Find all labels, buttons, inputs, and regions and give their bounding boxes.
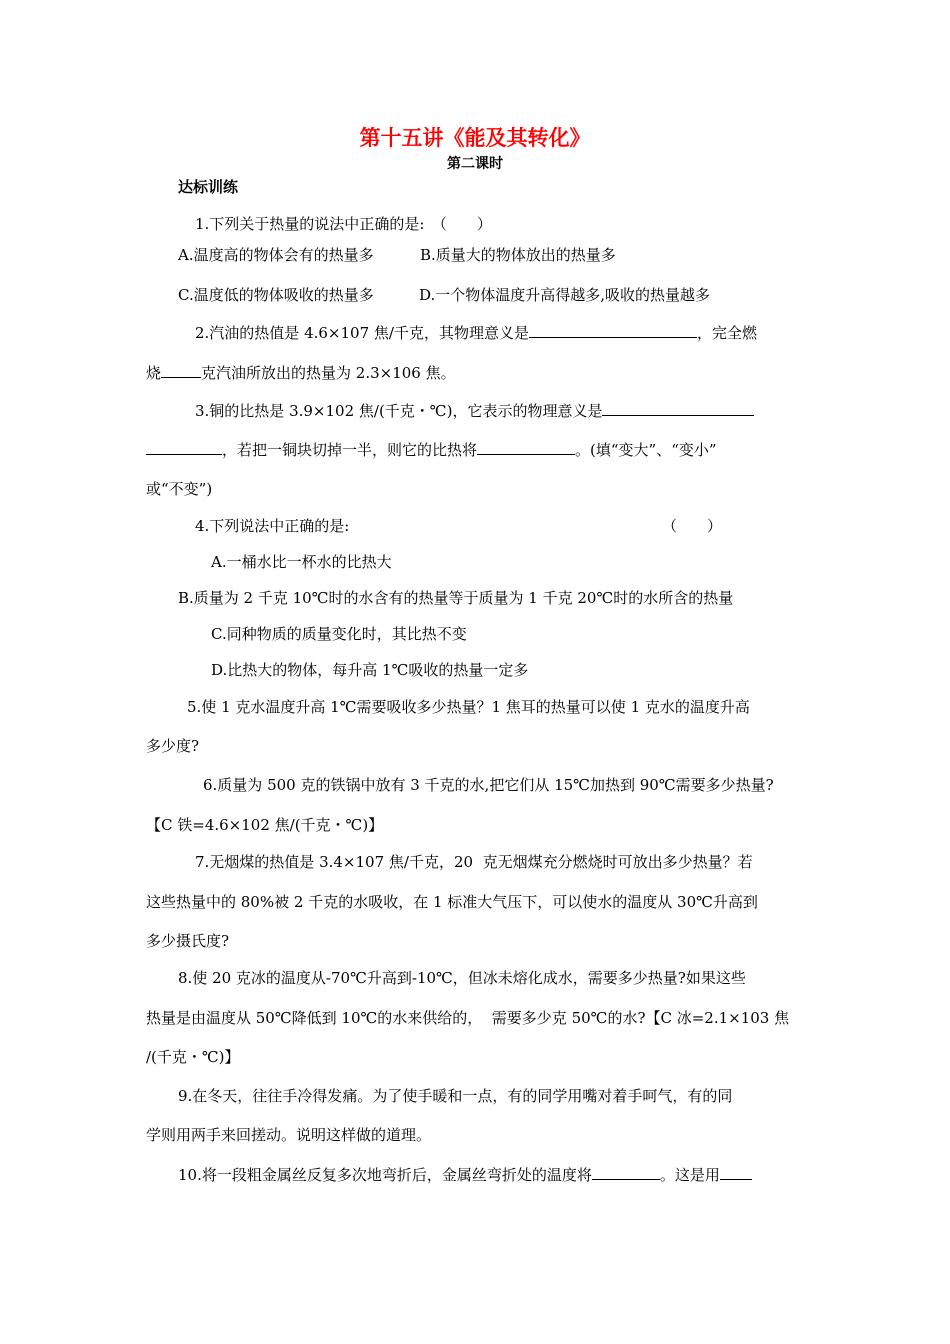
q2-text-4: 克汽油所放出的热量为 2.3×106 焦。 — [201, 364, 456, 382]
q10-line-1 — [178, 1163, 752, 1186]
q10-blank-2[interactable] — [720, 1163, 752, 1180]
q5-line-1: 5.使 1 克水温度升高 1℃需要吸收多少热量？1 焦耳的热量可以使 1 克水的温度升高 — [187, 698, 750, 716]
q10-blank-1[interactable] — [592, 1163, 660, 1180]
q3-blank-2[interactable] — [146, 438, 222, 455]
q10-text-2: 。这是用 — [659, 1166, 720, 1184]
q3-text-3: 。(填“变大”、“变小” — [575, 441, 717, 459]
q2-line-1 — [195, 321, 757, 344]
document-subtitle: 第二课时 — [447, 156, 503, 172]
section-heading: 达标训练 — [178, 178, 239, 196]
q2-blank-1[interactable] — [529, 321, 697, 338]
q3-text-1: 3.铜的比热是 3.9×102 焦/(千克・℃)，它表示的物理意义是 — [195, 402, 603, 420]
q7-line-3: 多少摄氏度? — [146, 932, 230, 950]
q2-text-3: 烧 — [146, 364, 162, 382]
q3-line-2 — [146, 438, 717, 461]
q4-option-c: C.同种物质的质量变化时，其比热不变 — [211, 625, 467, 643]
q1-option-b: B.质量大的物体放出的热量多 — [420, 246, 616, 264]
q2-line-2 — [146, 361, 456, 384]
q1-stem: 1.下列关于热量的说法中正确的是: （ ） — [195, 215, 492, 233]
q4-option-b: B.质量为 2 千克 10℃时的水含有的热量等于质量为 1 千克 20℃时的水所含的热量 — [178, 589, 734, 607]
document-title: 第十五讲《能及其转化》 — [359, 126, 591, 150]
q3-text-2: ，若把一铜块切掉一半，则它的比热将 — [222, 441, 478, 459]
q9-line-1: 9.在冬天，往往手冷得发痛。为了使手暖和一点，有的同学用嘴对着手呵气，有的同 — [178, 1087, 733, 1105]
q7-line-1: 7.无烟煤的热值是 3.4×107 焦/千克，20 克无烟煤充分燃烧时可放出多少热量？若 — [195, 853, 753, 871]
q9-line-2: 学则用两手来回搓动。说明这样做的道理。 — [146, 1126, 432, 1144]
q5-line-2: 多少度? — [146, 737, 200, 755]
q3-blank-1[interactable] — [602, 399, 754, 416]
q3-line-3: 或“不变”) — [146, 480, 213, 498]
q2-text-1: 2.汽油的热值是 4.6×107 焦/千克，其物理意义是 — [195, 324, 529, 342]
q4-option-a: A.一桶水比一杯水的比热大 — [211, 553, 392, 571]
q4-answer-paren: （ ） — [662, 517, 723, 535]
q7-line-2: 这些热量中的 80%被 2 千克的水吸收，在 1 标准大气压下，可以使水的温度从 30℃升高到 — [146, 893, 758, 911]
q2-blank-2[interactable] — [161, 361, 201, 378]
q1-option-c: C.温度低的物体吸收的热量多 — [178, 286, 374, 304]
q2-text-2: ，完全燃 — [696, 324, 757, 342]
q4-stem: 4.下列说法中正确的是: — [195, 517, 350, 535]
q3-blank-3[interactable] — [477, 438, 575, 455]
q8-line-2: 热量是由温度从 50℃降低到 10℃的水来供给的， 需要多少克 50℃的水?【C 冰=2.1×103 焦 — [146, 1009, 790, 1027]
q6-line-1: 6.质量为 500 克的铁锅中放有 3 千克的水,把它们从 15℃加热到 90℃需要多少热量? — [203, 776, 774, 794]
q1-option-d: D.一个物体温度升高得越多,吸收的热量越多 — [419, 286, 711, 304]
q4-option-d: D.比热大的物体，每升高 1℃吸收的热量一定多 — [211, 661, 529, 679]
q10-text-1: 10.将一段粗金属丝反复多次地弯折后，金属丝弯折处的温度将 — [178, 1166, 592, 1184]
q3-line-1 — [195, 399, 754, 422]
q8-line-3: /(千克・℃)】 — [146, 1048, 240, 1066]
q8-line-1: 8.使 20 克冰的温度从-70℃升高到-10℃，但冰未熔化成水，需要多少热量?如果这些 — [178, 969, 746, 987]
q6-line-2: 【C 铁=4.6×102 焦/(千克・℃)】 — [146, 816, 384, 834]
q1-option-a: A.温度高的物体会有的热量多 — [178, 246, 374, 264]
